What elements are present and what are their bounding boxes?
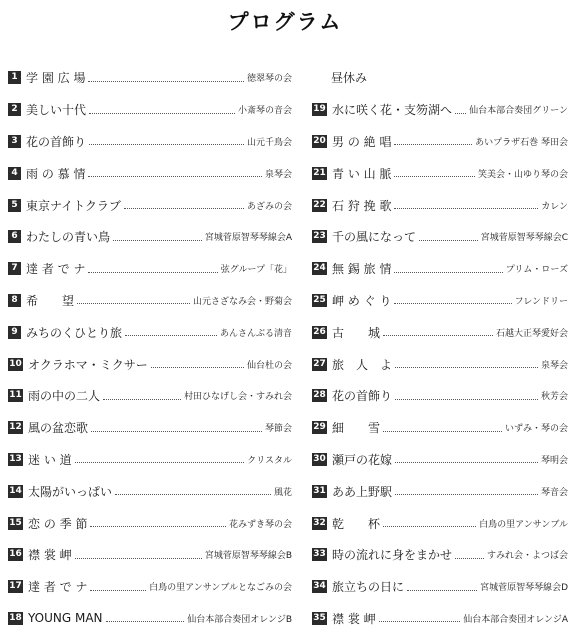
performer-name: 琴音会 [540,487,568,498]
item-number: 8 [8,294,21,307]
program-item [8,603,292,634]
program-item [312,507,568,539]
item-number: 6 [8,230,21,243]
dot-leader [379,620,461,622]
song-title: 時の流れに身をまかせ [332,548,453,563]
song-title: 達 者 で ナ [28,580,88,595]
program-item [8,253,292,285]
dot-leader [395,461,538,463]
dot-leader [407,589,477,591]
song-title: 学 園 広 場 [26,71,86,86]
dot-leader [419,239,478,241]
program-item [312,221,568,253]
lunch-break-row [312,62,568,94]
song-title: 岬 め ぐ り [332,293,392,308]
program-item [8,221,292,253]
dot-leader [151,366,244,368]
song-title: 太陽がいっぱい [28,484,113,499]
dot-leader [89,143,244,145]
dot-leader [125,334,217,336]
song-title: 古 城 [332,325,381,340]
item-number: 11 [9,390,22,401]
page-title: プログラム [227,9,343,34]
performer-name: 白鳥の里アンサンブル [479,519,568,530]
program-item [312,475,568,507]
performer-name: 石越大正琴愛好会 [495,328,568,339]
performer-name: 山元さざなみ会・野菊会 [192,296,292,307]
performer-name: 宮城菅原智琴琴線会C [480,233,568,244]
program-list-right [312,62,568,634]
program-item [8,285,292,317]
program-item [312,603,568,634]
song-title: 花の首飾り [26,134,87,149]
dot-leader [395,398,538,400]
program-item [8,444,292,476]
program-item [8,571,292,603]
dot-leader [383,525,476,527]
song-title: みちのくひとり旅 [26,325,123,340]
program-item [312,285,568,317]
song-title: 迷 い 道 [28,452,72,467]
song-title: 東京ナイトクラブ [26,198,121,213]
song-title: 男 の 絶 唱 [332,134,392,149]
song-title: 美しい十代 [26,103,87,118]
song-title: 恋 の 季 節 [28,516,88,531]
song-title: ああ上野駅 [332,484,393,499]
item-number: 17 [9,581,22,592]
dot-leader [75,557,202,559]
performer-name: 仙台杜の会 [246,360,292,371]
dot-leader [90,525,226,527]
dot-leader [394,143,472,145]
item-number: 13 [9,453,22,464]
performer-name: 琴明会 [540,455,568,466]
item-number: 2 [8,103,21,116]
program-item [8,507,292,539]
song-title: わたしの青い鳥 [26,230,111,245]
song-title: 無 錫 旅 情 [332,262,392,277]
item-number: 33 [313,549,326,560]
song-title: YOUNG MAN [28,611,103,626]
song-title: オクラホマ・ミクサー [28,357,148,372]
item-number: 34 [313,581,326,592]
dot-leader [106,620,185,622]
performer-name: フレンドリー [514,296,568,307]
program-item [8,380,292,412]
item-number: 16 [9,549,22,560]
performer-name: プリム・ローズ [505,265,568,276]
dot-leader [383,430,502,432]
program-item [8,348,292,380]
dot-leader [77,302,190,304]
item-number: 1 [8,71,21,84]
item-number: 10 [9,358,22,369]
song-title: 瀬戸の花嫁 [332,452,393,467]
dot-leader [75,461,245,463]
item-number: 3 [8,135,21,148]
program-item [312,253,568,285]
item-number: 21 [313,167,326,178]
performer-name: 笑美会・山ゆり琴の会 [477,169,568,180]
dot-leader [89,112,235,114]
performer-name: 山元千鳥会 [246,137,292,148]
item-number: 15 [9,517,22,528]
performer-name: 弦グループ「花」 [220,265,292,276]
song-title: 花の首飾り [332,389,393,404]
performer-name: 琴節会 [264,424,292,435]
song-title: 風の盆恋歌 [28,421,89,436]
performer-name: 泉琴会 [540,360,568,371]
song-title: 乾 杯 [332,516,381,531]
item-number: 19 [313,104,326,115]
program-item [8,412,292,444]
performer-name: カレン [541,201,568,212]
song-title: 襟 裳 岬 [332,611,376,626]
dot-leader [90,589,146,591]
program-item [312,444,568,476]
performer-name: 宮城菅原智琴琴線会A [204,233,292,244]
performer-name: 風花 [273,487,292,498]
program-item [8,94,292,126]
item-number: 9 [8,326,21,339]
item-number: 22 [313,199,326,210]
item-number: 27 [313,358,326,369]
item-number: 14 [9,485,22,496]
dot-leader [88,175,262,177]
program-item [312,126,568,158]
performer-name: 泉琴会 [264,169,292,180]
dot-leader [394,207,538,209]
dot-leader [91,430,262,432]
item-number: 12 [9,422,22,433]
dot-leader [88,271,217,273]
program-item [8,126,292,158]
performer-name: 村田ひなげし会・すみれ会 [183,392,292,403]
program-list-left [8,62,292,634]
performer-name: あざみの会 [246,201,292,212]
dot-leader [394,175,475,177]
performer-name: 宮城菅原智琴琴線会B [204,551,292,562]
song-title: 石 狩 挽 歌 [332,198,392,213]
dot-leader [395,493,538,495]
program-item [312,189,568,221]
item-number: 26 [313,326,326,337]
performer-name: いずみ・琴の会 [504,424,568,435]
performer-name: 宮城菅原智琴琴線会D [480,583,568,594]
item-number: 7 [8,262,21,275]
song-title: 達 者 で ナ [26,262,86,277]
program-item [8,475,292,507]
dot-leader [124,207,244,209]
program-item [8,157,292,189]
song-title: 旅立ちの日に [332,580,405,595]
performer-name: 花みずき琴の会 [228,519,292,530]
song-title: 希 望 [26,293,75,308]
item-number: 4 [8,167,21,180]
item-number: 5 [8,199,21,212]
program-item [312,539,568,571]
item-number: 28 [313,390,326,401]
song-title: 千の風になって [332,230,417,245]
performer-name: 白鳥の里アンサンブルとなごみの会 [149,583,292,594]
dot-leader [383,334,493,336]
lunch-break-label: 昼休み [331,71,368,86]
song-title: 旅 人 よ [332,357,393,372]
performer-name: 仙台本部合奏団オレンジA [463,614,568,625]
program-item [8,316,292,348]
performer-name: あいプラザ石巻 琴田会 [475,137,568,148]
dot-leader [88,80,244,82]
program-item [312,380,568,412]
dot-leader [455,112,466,114]
dot-leader [395,366,538,368]
program-item [8,62,292,94]
song-title: 雨 の 慕 情 [26,166,86,181]
song-title: 雨の中の二人 [28,389,101,404]
performer-name: 秋芳会 [540,392,568,403]
item-number: 31 [313,485,326,496]
dot-leader [394,271,502,273]
performer-name: すみれ会・よつば会 [486,551,568,562]
program-item [8,539,292,571]
program-item [312,348,568,380]
performer-name: 仙台本部合奏団グリーン [469,106,568,117]
song-title: 細 雪 [332,421,381,436]
performer-name: 仙台本部合奏団オレンジB [187,614,292,625]
item-number: 23 [313,231,326,242]
dot-leader [394,302,511,304]
item-number: 20 [313,135,326,146]
performer-name: 徳翠琴の会 [246,74,292,85]
item-number: 25 [313,294,326,305]
dot-leader [455,557,484,559]
item-number: 32 [313,517,326,528]
song-title: 水に咲く花・支笏湖へ [332,103,453,118]
program-item [312,571,568,603]
song-title: 青 い 山 脈 [332,166,392,181]
program-item [312,94,568,126]
program-item [312,412,568,444]
dot-leader [113,239,202,241]
item-number: 30 [313,453,326,464]
performer-name: クリスタル [247,455,292,466]
program-item [312,157,568,189]
item-number: 35 [313,612,326,623]
item-number: 24 [313,263,326,274]
dot-leader [115,493,271,495]
song-title: 襟 裳 岬 [28,548,72,563]
program-item [312,316,568,348]
performer-name: あんさんぶる清音 [219,328,292,339]
performer-name: 小斎琴の音会 [237,106,292,117]
dot-leader [103,398,181,400]
program-item [8,189,292,221]
item-number: 18 [9,612,22,623]
item-number: 29 [313,422,326,433]
